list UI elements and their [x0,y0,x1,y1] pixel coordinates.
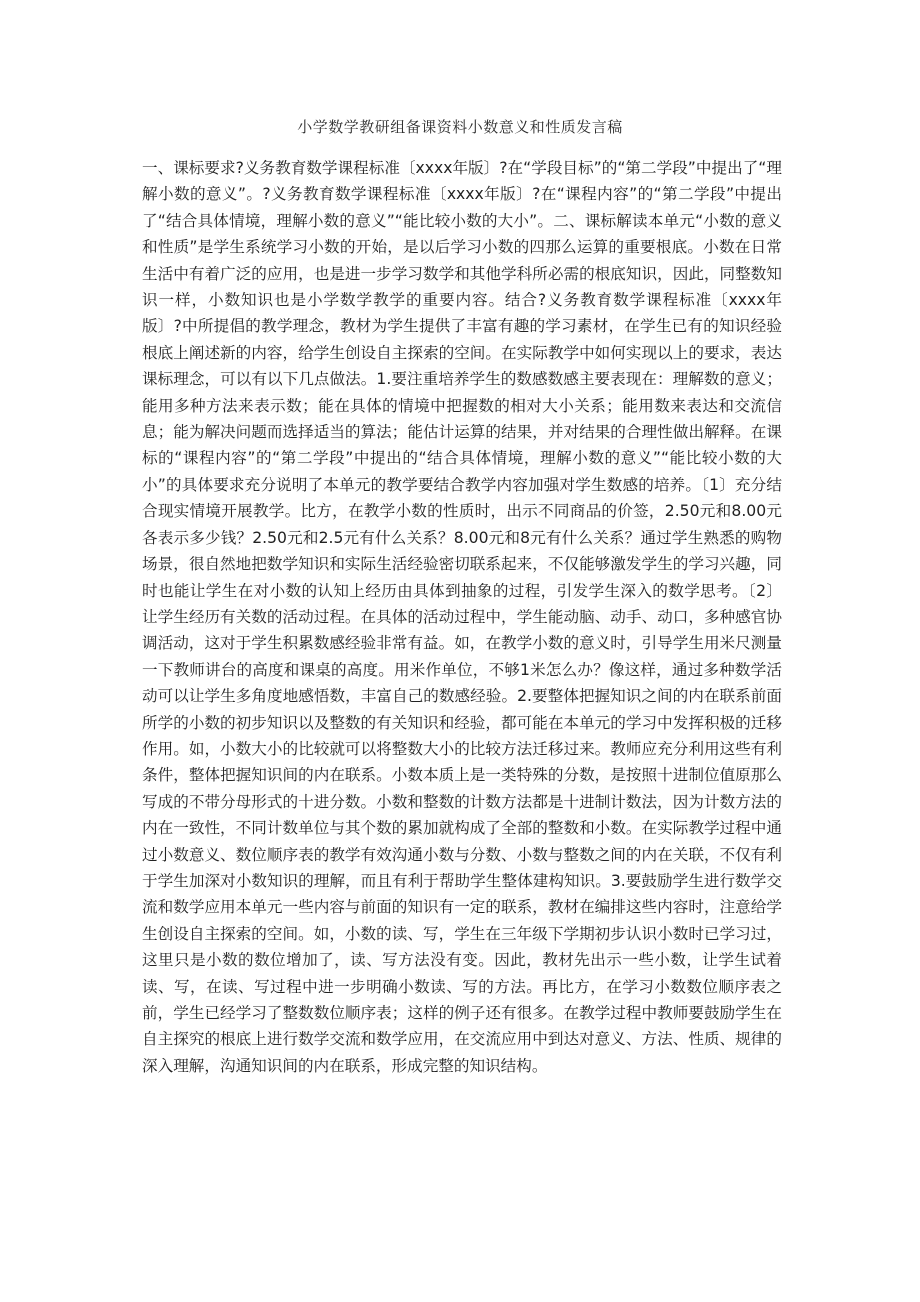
document-title: 小学数学教研组备课资料小数意义和性质发言稿 [297,118,623,136]
document-body-paragraph: 一、课标要求?义务教育数学课程标准〔xxxx年版〕?在“学段目标”的“第二学段”中提出了“理解小数的意义”。?义务教育数学课程标准〔xxxx年版〕?在“课程内容”的“第二学段”中提出了“结合具体情境，理解小数的意义”“能比较小数的大小”。二、课标解读本单元“小数的意义和性质”是学生系统学习小数的开始，是以后学习小数的四那么运算的重要根底。小数在日常生活中有着广泛的应用，也是进一步学习数学和其他学科所必需的根底知识，因此，同整数知识一样，小数知识也是小学数学教学的重要内容。结合?义务教育数学课程标准〔xxxx年版〕?中所提倡的教学理念，教材为学生提供了丰富有趣的学习素材，在学生已有的知识经验根底上阐述新的内容，给学生创设自主探索的空间。在实际教学中如何实现以上的要求，表达课标理念，可以有以下几点做法。1.要注重培养学生的数感数感主要表现在：理解数的意义；能用多种方法来表示数；能在具体的情境中把握数的相对大小关系；能用数来表达和交流信息；能为解决问题而选择适当的算法；能估计运算的结果，并对结果的合理性做出解释。在课标的“课程内容”的“第二学段”中提出的“结合具体情境，理解小数的意义”“能比较小数的大小”的具体要求充分说明了本单元的教学要结合教学内容加强对学生数感的培养。〔1〕充分结合现实情境开展教学。比方，在教学小数的性质时，出示不同商品的价签，2.50元和8.00元各表示多少钱？2.50元和2.5元有什么关系？8.00元和8元有什么关系？通过学生熟悉的购物场景，很自然地把数学知识和实际生活经验密切联系起来，不仅能够激发学生的学习兴趣，同时也能让学生在对小数的认知上经历由具体到抽象的过程，引发学生深入的数学思考。〔2〕让学生经历有关数的活动过程。在具体的活动过程中，学生能动脑、动手、动口，多种感官协调活动，这对于学生积累数感经验非常有益。如，在教学小数的意义时，引导学生用米尺测量一下教师讲台的高度和课桌的高度。用米作单位，不够1米怎么办？像这样，通过多种数学活动可以让学生多角度地感悟数，丰富自己的数感经验。2.要整体把握知识之间的内在联系前面所学的小数的初步知识以及整数的有关知识和经验，都可能在本单元的学习中发挥积极的迁移作用。如，小数大小的比较就可以将整数大小的比较方法迁移过来。教师应充分利用这些有利条件，整体把握知识间的内在联系。小数本质上是一类特殊的分数，是按照十进制位值原那么写成的不带分母形式的十进分数。小数和整数的计数方法都是十进制计数法，因为计数方法的内在一致性，不同计数单位与其个数的累加就构成了全部的整数和小数。在实际教学过程中通过小数意义、数位顺序表的教学有效沟通小数与分数、小数与整数之间的内在关联，不仅有利于学生加深对小数知识的理解，而且有利于帮助学生整体建构知识。3.要鼓励学生进行数学交流和数学应用本单元一些内容与前面的知识有一定的联系，教材在编排这些内容时，注意给学生创设自主探索的空间。如，小数的读、写，学生在三年级下学期初步认识小数时已学习过，这里只是小数的数位增加了，读、写方法没有变。因此，教材先出示一些小数，让学生试着读、写，在读、写过程中进一步明确小数读、写的方法。再比方，在学习小数数位顺序表之前，学生已经学习了整数数位顺序表；这样的例子还有很多。在教学过程中教师要鼓励学生在自主探究的根底上进行数学交流和数学应用，在交流应用中到达对意义、方法、性质、规律的深入理解，沟通知识间的内在联系，形成完整的知识结构。 [142,159,782,1075]
